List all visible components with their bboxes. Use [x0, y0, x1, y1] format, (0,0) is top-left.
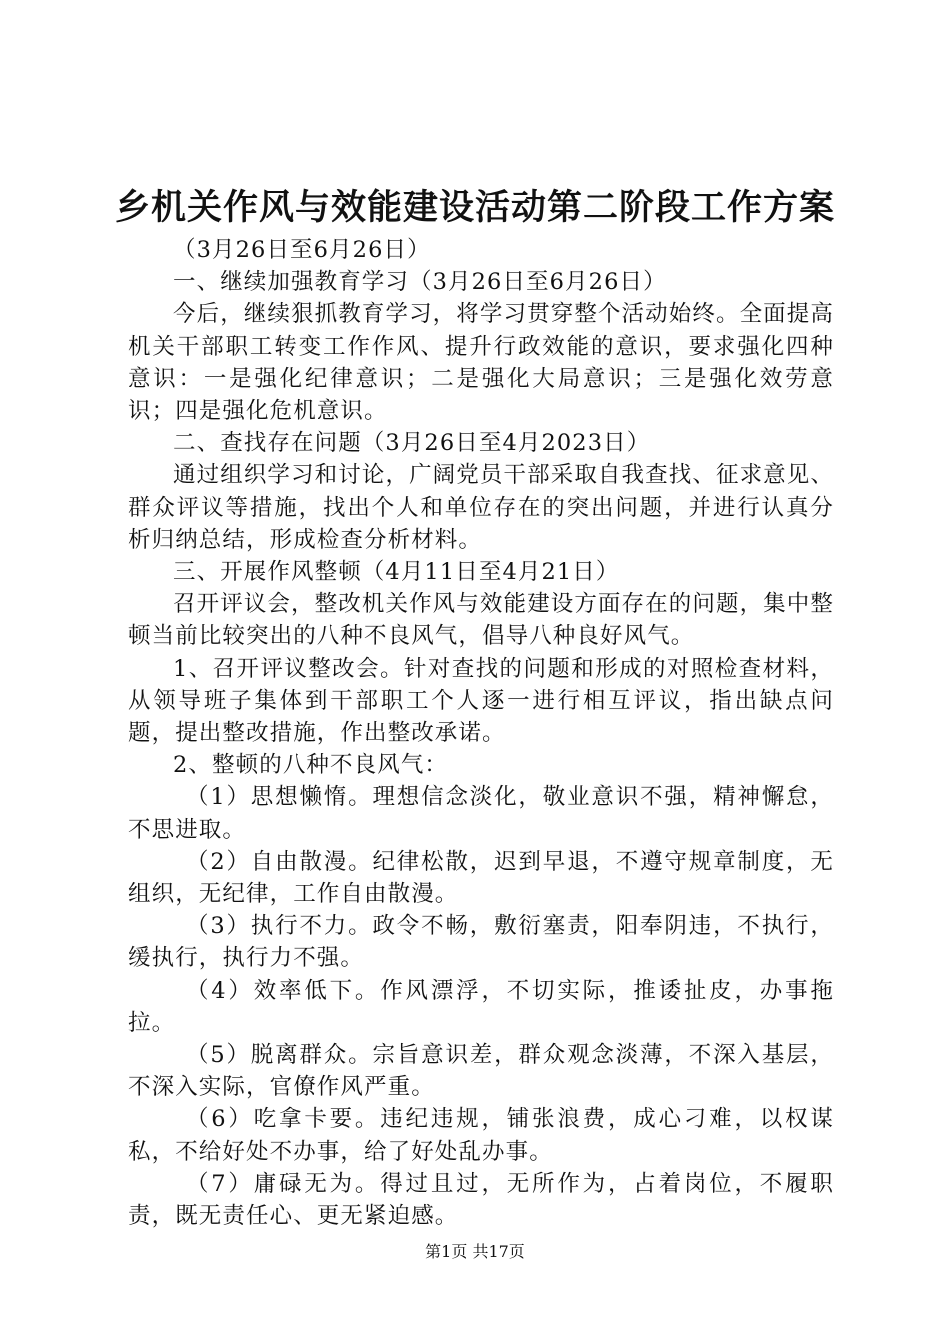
document-body	[128, 234, 834, 1232]
list-item: （5）脱离群众。宗旨意识差，群众观念淡薄，不深入基层，不深入实际，官僚作风严重。	[128, 1042, 834, 1101]
numbered-item-2: 2、整顿的八种不良风气：	[173, 752, 449, 779]
section-body-3: 召开评议会，整改机关作风与效能建设方面存在的问题，集中整顿当前比较突出的八种不良风气，倡导八种良好风气。	[128, 591, 834, 650]
list-item: （2）自由散漫。纪律松散，迟到早退，不遵守规章制度，无组织，无纪律，工作自由散漫。	[128, 848, 834, 908]
section-heading-1: 一、继续加强教育学习（3月26日至6月26日）	[173, 269, 667, 296]
list-item: （6）吃拿卡要。违纪违规，铺张浪费，成心刁难，以权谋私，不给好处不办事，给了好处乱办事。	[128, 1106, 834, 1165]
list-item: （4）效率低下。作风漂浮，不切实际，推诿扯皮，办事拖拉。	[128, 977, 834, 1036]
date-range-note: （3月26日至6月26日）	[173, 237, 431, 263]
list-item: （3）执行不力。政令不畅，敷衍塞责，阳奉阴违，不执行，缓执行，执行力不强。	[128, 913, 834, 972]
section-body-1: 今后，继续狠抓教育学习，将学习贯穿整个活动始终。全面提高机关干部职工转变工作作风、提升行政效能的意识，要求强化四种意识：一是强化纪律意识；二是强化大局意识；三是强化效劳意识；四是强化危机意识。	[128, 301, 834, 425]
section-body-2: 通过组织学习和讨论，广阔党员干部采取自我查找、征求意见、群众评议等措施，找出个人和单位存在的突出问题，并进行认真分析归纳总结，形成检查分析材料。	[128, 462, 834, 553]
list-item: （1）思想懒惰。理想信念淡化，敬业意识不强，精神懈怠，不思进取。	[128, 784, 834, 843]
document-title: 乡机关作风与效能建设活动第二阶段工作方案	[114, 187, 835, 228]
section-heading-3: 三、开展作风整顿（4月11日至4月21日）	[173, 559, 620, 586]
numbered-item-1: 1、召开评议整改会。针对查找的问题和形成的对照检查材料，从领导班子集体到干部职工个人逐一进行相互评议，指出缺点问题，提出整改措施，作出整改承诺。	[128, 655, 834, 747]
list-item: （7）庸碌无为。得过且过，无所作为，占着岗位，不履职责，既无责任心、更无紧迫感。	[128, 1170, 834, 1230]
section-heading-2: 二、查找存在问题（3月26日至4月2023日）	[173, 430, 651, 457]
page-number-footer: 第1页 共17页	[425, 1242, 525, 1261]
